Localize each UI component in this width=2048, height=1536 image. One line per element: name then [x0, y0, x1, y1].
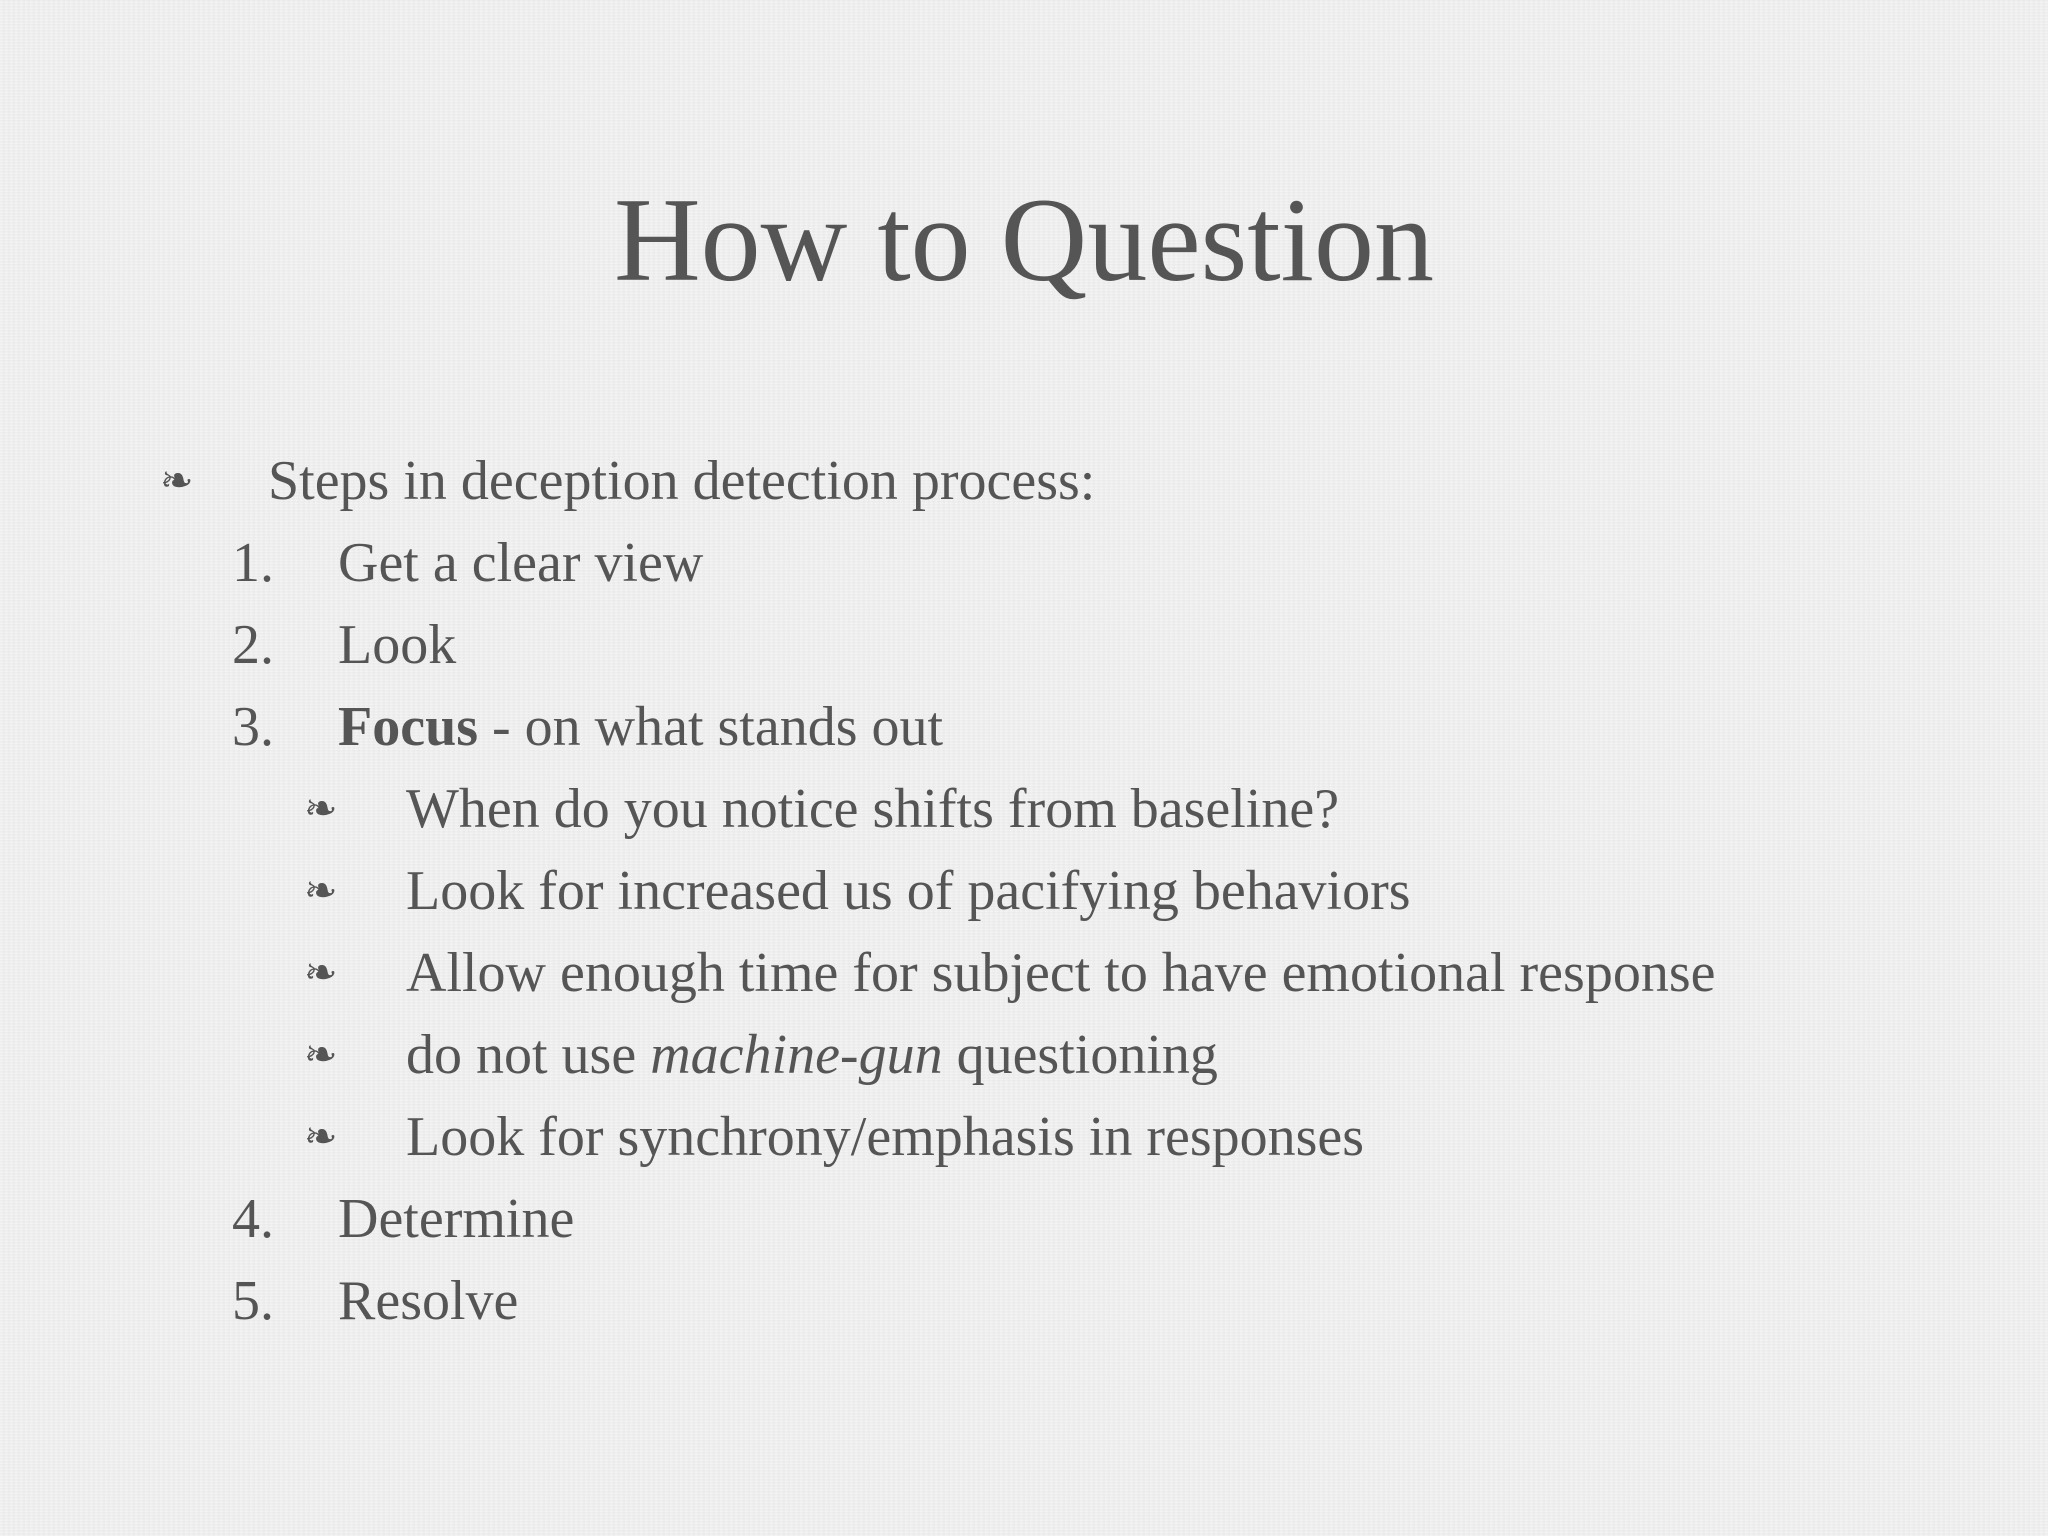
- sub-bullet-text: Allow enough time for subject to have emotional response: [406, 942, 1716, 1004]
- slide-title: How to Question: [614, 173, 1434, 306]
- fleuron-bullet-icon: ❧: [160, 458, 194, 503]
- fleuron-bullet-icon: ❧: [304, 868, 338, 913]
- step-text: Resolve: [338, 1270, 519, 1332]
- sub-bullet-text-post: questioning: [942, 1024, 1218, 1086]
- fleuron-bullet-icon: ❧: [304, 1032, 338, 1077]
- step-emphasis: Focus: [338, 696, 478, 758]
- step-number: 2.: [232, 614, 274, 676]
- fleuron-bullet-icon: ❧: [304, 950, 338, 995]
- slide-content: [160, 440, 1960, 1342]
- step-text-rest: - on what stands out: [478, 696, 944, 758]
- sub-bullet-text: [406, 1014, 1218, 1096]
- step-item-1: [160, 522, 1960, 604]
- step-item-5: [160, 1260, 1960, 1342]
- sub-bullet-text: When do you notice shifts from baseline?: [406, 778, 1340, 840]
- step-number: 1.: [232, 532, 274, 594]
- sub-bullet-item: [160, 850, 1960, 932]
- sub-bullet-item: [160, 768, 1960, 850]
- sub-bullet-item: [160, 1014, 1960, 1096]
- step-text: [338, 686, 943, 768]
- sub-bullet-italic: machine-gun: [650, 1024, 943, 1086]
- sub-bullet-text-pre: do not use: [406, 1024, 651, 1086]
- step-item-2: [160, 604, 1960, 686]
- step-text: Determine: [338, 1188, 575, 1250]
- sub-bullet-item: [160, 1096, 1960, 1178]
- step-number: 5.: [232, 1270, 274, 1332]
- step-text: Get a clear view: [338, 532, 704, 594]
- step-item-4: [160, 1178, 1960, 1260]
- bullet-item-intro: [160, 440, 1960, 522]
- step-number: 3.: [232, 696, 274, 758]
- sub-bullet-text: Look for increased us of pacifying behaviors: [406, 860, 1411, 922]
- sub-bullet-item: [160, 932, 1960, 1014]
- bullet-text: Steps in deception detection process:: [268, 450, 1096, 512]
- fleuron-bullet-icon: ❧: [304, 1114, 338, 1159]
- step-text: Look: [338, 614, 457, 676]
- fleuron-bullet-icon: ❧: [304, 786, 338, 831]
- step-number: 4.: [232, 1188, 274, 1250]
- sub-bullet-text: Look for synchrony/emphasis in responses: [406, 1106, 1365, 1168]
- step-item-3: [160, 686, 1960, 768]
